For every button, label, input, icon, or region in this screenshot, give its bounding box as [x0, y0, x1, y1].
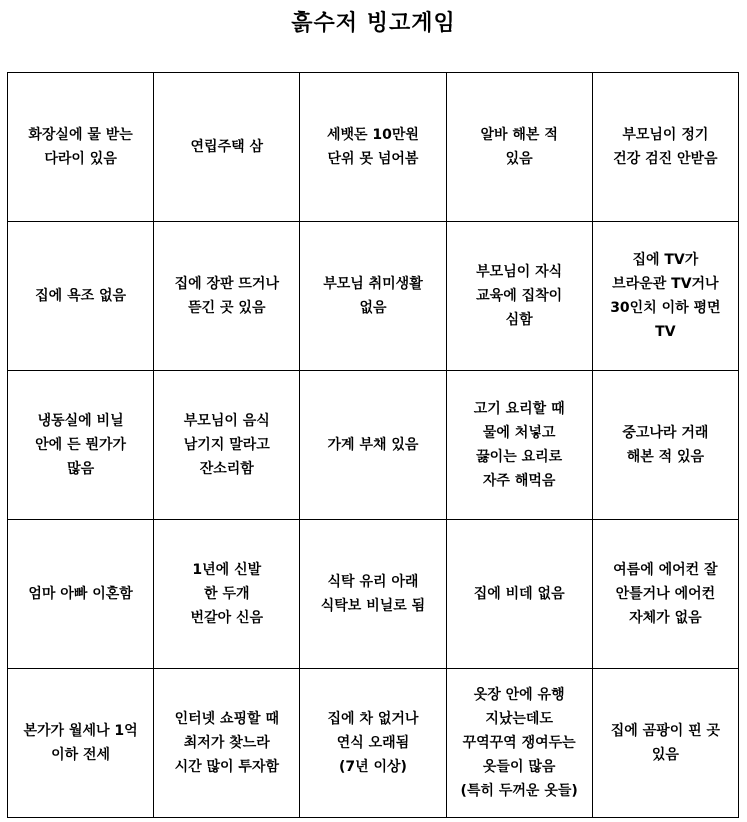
bingo-cell: 부모님이 음식 남기지 말라고 잔소리함: [154, 371, 300, 520]
bingo-cell: 식탁 유리 아래 식탁보 비닐로 됨: [300, 520, 446, 669]
bingo-cell: 화장실에 물 받는 다라이 있음: [8, 73, 154, 222]
bingo-cell: 엄마 아빠 이혼함: [8, 520, 154, 669]
bingo-cell: 집에 장판 뜨거나 뜯긴 곳 있음: [154, 222, 300, 371]
bingo-row-4: [8, 520, 739, 669]
bingo-cell: 1년에 신발 한 두개 번갈아 신음: [154, 520, 300, 669]
bingo-cell: 인터넷 쇼핑할 때 최저가 찾느라 시간 많이 투자함: [154, 669, 300, 818]
bingo-cell: 가계 부채 있음: [300, 371, 446, 520]
bingo-cell: 고기 요리할 때 물에 처넣고 끓이는 요리로 자주 해먹음: [446, 371, 592, 520]
bingo-row-3: [8, 371, 739, 520]
bingo-cell: 집에 곰팡이 핀 곳 있음: [592, 669, 738, 818]
bingo-cell: 세뱃돈 10만원 단위 못 넘어봄: [300, 73, 446, 222]
page-title: 흙수저 빙고게임: [291, 11, 456, 36]
bingo-cell: 연립주택 삼: [154, 73, 300, 222]
bingo-cell: 여름에 에어컨 잘 안틀거나 에어컨 자체가 없음: [592, 520, 738, 669]
bingo-cell: 냉동실에 비닐 안에 든 뭔가가 많음: [8, 371, 154, 520]
bingo-row-2: [8, 222, 739, 371]
bingo-cell: 부모님 취미생활 없음: [300, 222, 446, 371]
bingo-cell: 본가가 월세나 1억 이하 전세: [8, 669, 154, 818]
bingo-cell: 중고나라 거래 해본 적 있음: [592, 371, 738, 520]
bingo-cell: 집에 TV가 브라운관 TV거나 30인치 이하 평면 TV: [592, 222, 738, 371]
bingo-cell: 집에 욕조 없음: [8, 222, 154, 371]
bingo-cell: 집에 차 없거나 연식 오래됨 (7년 이상): [300, 669, 446, 818]
bingo-row-1: [8, 73, 739, 222]
bingo-row-5: [8, 669, 739, 818]
bingo-cell: 부모님이 자식 교육에 집착이 심함: [446, 222, 592, 371]
bingo-board: [7, 72, 739, 818]
bingo-cell: 옷장 안에 유행 지났는데도 꾸역꾸역 쟁여두는 옷들이 많음 (특히 두꺼운 옷들): [446, 669, 592, 818]
bingo-cell: 부모님이 정기 건강 검진 안받음: [592, 73, 738, 222]
bingo-cell: 집에 비데 없음: [446, 520, 592, 669]
bingo-cell: 알바 해본 적 있음: [446, 73, 592, 222]
